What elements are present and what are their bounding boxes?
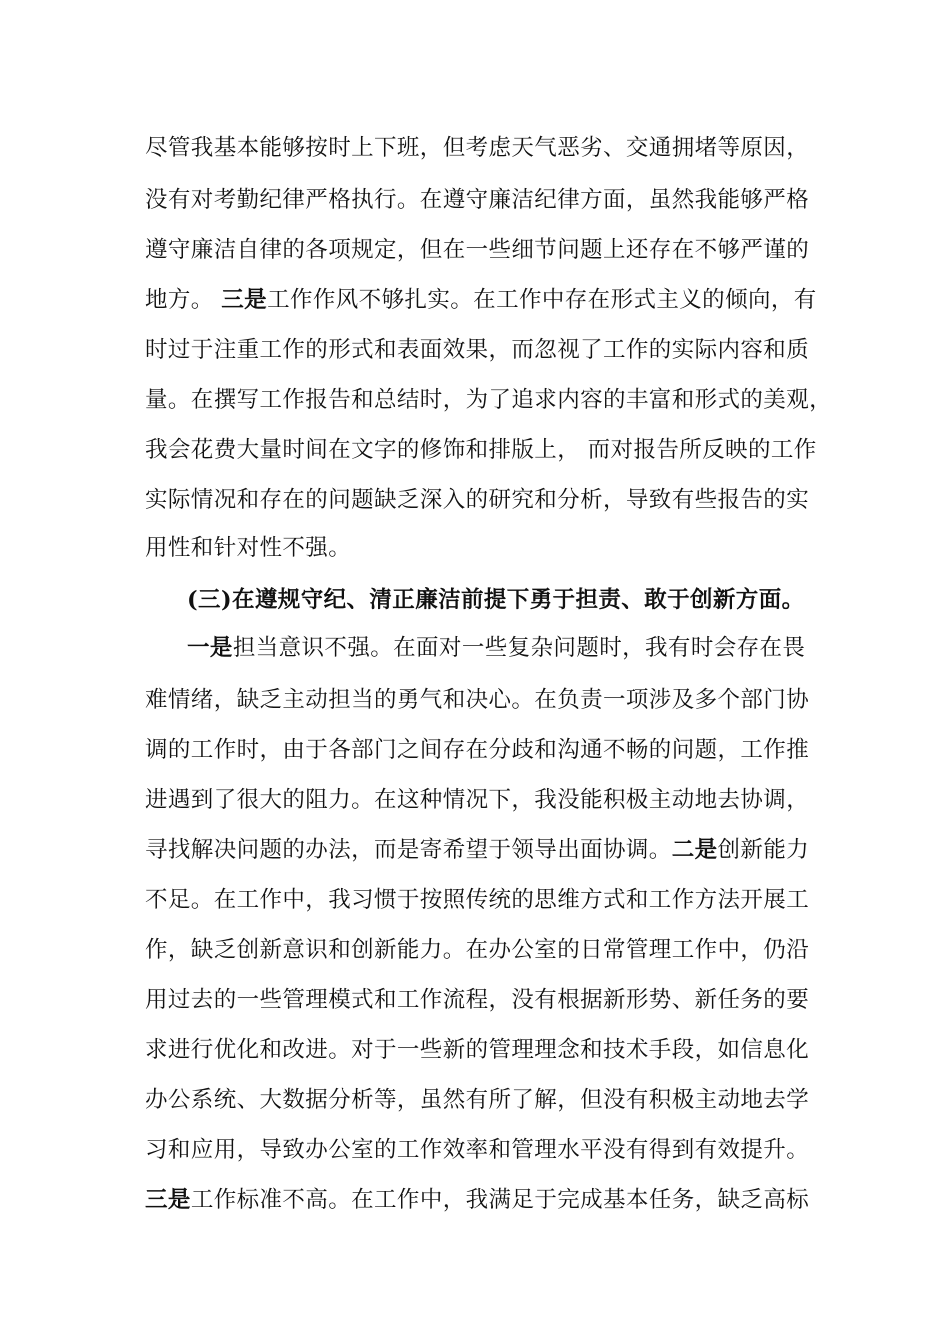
text-line [145,528,825,568]
line-text: 习和应用，导致办公室的工作效率和管理水平没有得到有效提升。 [145,1137,810,1163]
line-text: 没有对考勤纪律严格执行。在遵守廉洁纪律方面，虽然我能够严格 [145,187,810,213]
line-text: 尽管我基本能够按时上下班，但考虑天气恶劣、交通拥堵等原因， [145,135,810,161]
text-line [145,1030,825,1070]
text-line [145,680,825,720]
text-line [145,980,825,1020]
line-text: 实际情况和存在的问题缺乏深入的研究和分析，导致有些报告的实 [145,487,810,513]
text-line [145,1180,825,1220]
bold-lead: 三是 [145,1187,191,1213]
line-text: 地方。 [145,287,222,313]
bold-lead: 二是 [671,837,718,863]
text-line [145,230,825,270]
line-text: 工作标准不高。在工作中，我满足于完成基本任务，缺乏高标 [190,1187,810,1213]
text-line [145,430,825,470]
line-text: 作，缺乏创新意识和创新能力。在办公室的日常管理工作中，仍沿 [145,937,810,963]
text-line [145,880,825,920]
line-text: 不足。在工作中，我习惯于按照传统的思维方式和工作方法开展工 [145,887,810,913]
line-text: 用过去的一些管理模式和工作流程，没有根据新形势、新任务的要 [145,987,810,1013]
line-text: 工作作风不够扎实。在工作中存在形式主义的倾向，有 [267,287,817,313]
line-text: 进遇到了很大的阻力。在这种情况下，我没能积极主动地去协调， [145,787,810,813]
text-line [145,730,825,770]
text-line [145,1080,825,1120]
line-text: 我会花费大量时间在文字的修饰和排版上， 而对报告所反映的工作 [145,437,817,463]
line-text: 用性和针对性不强。 [145,535,352,561]
text-line [145,180,825,220]
text-line [145,480,825,520]
text-line [145,330,825,370]
text-line [145,780,825,820]
line-text: 办公系统、大数据分析等，虽然有所了解，但没有积极主动地去学 [145,1087,810,1113]
line-text: 创新能力 [717,837,810,863]
line-text: 时过于注重工作的形式和表面效果，而忽视了工作的实际内容和质 [145,337,810,363]
bold-lead: 三是 [221,287,268,313]
line-text: 担当意识不强。在面对一些复杂问题时，我有时会存在畏 [232,635,806,661]
line-text: 求进行优化和改进。对于一些新的管理理念和技术手段，如信息化 [145,1037,810,1063]
line-text: 量。在撰写工作报告和总结时，为了追求内容的丰富和形式的美观， [145,387,833,413]
section-heading-text: (三)在遵规守纪、清正廉洁前提下勇于担责、敢于创新方面。 [187,587,805,613]
line-text: 调的工作时，由于各部门之间存在分歧和沟通不畅的问题，工作推 [145,737,810,763]
text-line [145,930,825,970]
section-heading [187,580,867,620]
text-line [187,628,867,668]
bold-lead: 一是 [187,635,233,661]
text-line [145,280,825,320]
text-line [145,830,825,870]
text-line [145,128,825,168]
text-line [145,1130,825,1170]
line-text: 寻找解决问题的办法，而是寄希望于领导出面协调。 [145,837,672,863]
line-text: 难情绪，缺乏主动担当的勇气和决心。在负责一项涉及多个部门协 [145,687,810,713]
text-line [145,380,833,420]
line-text: 遵守廉洁自律的各项规定，但在一些细节问题上还存在不够严谨的 [145,237,810,263]
